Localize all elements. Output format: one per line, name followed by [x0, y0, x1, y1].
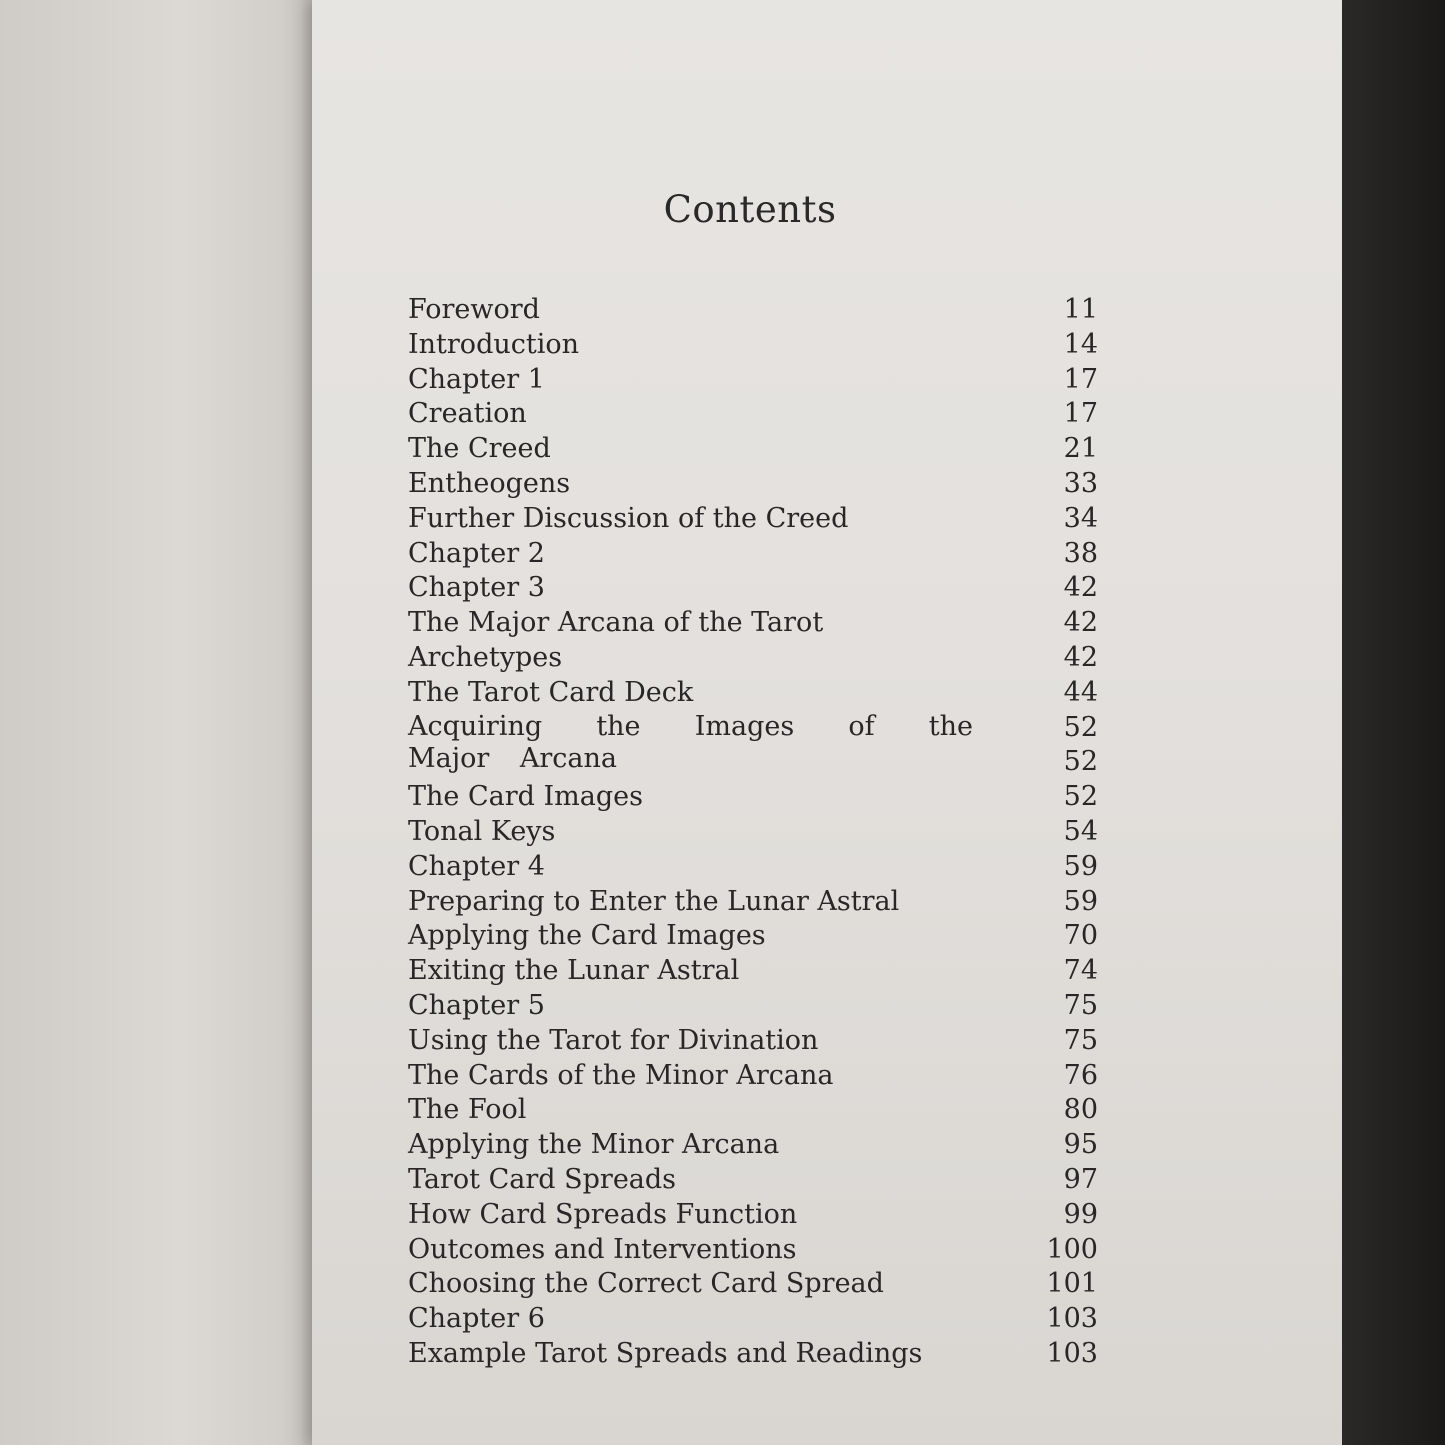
toc-entry [408, 815, 1098, 850]
toc-entry-page: 76 [1063, 1059, 1098, 1091]
toc-entry-title: How Card Spreads Function [408, 1198, 798, 1230]
toc-entry-page: 103 [1046, 1303, 1098, 1335]
toc-entry-page: 52 [1063, 746, 1098, 778]
dark-background [1342, 0, 1445, 1445]
toc-entry-title: Choosing the Correct Card Spread [408, 1268, 884, 1300]
toc-entry [408, 1163, 1098, 1198]
toc-entry-page: 14 [1063, 328, 1098, 360]
toc-entry [408, 954, 1098, 989]
toc-entry-page: 100 [1046, 1233, 1098, 1265]
toc-entry-title: Using the Tarot for Divination [408, 1024, 819, 1056]
toc-entry-title: Foreword [408, 294, 540, 325]
toc-entry [408, 1198, 1098, 1233]
toc-entry [408, 1337, 1098, 1372]
toc-entry-title: Further Discussion of the Creed [408, 502, 849, 534]
toc-entry-title: Chapter 1 [408, 363, 545, 395]
toc-entry-page: 99 [1063, 1198, 1098, 1230]
toc-entry [408, 606, 1098, 641]
toc-entry [408, 745, 1098, 780]
toc-entry [408, 676, 1098, 711]
toc-entry-page: 103 [1046, 1337, 1098, 1369]
toc-entry-page: 97 [1063, 1163, 1098, 1195]
toc-entry [408, 502, 1098, 537]
toc-entry [408, 328, 1098, 363]
toc-entry-page: 75 [1063, 1024, 1098, 1056]
toc-entry-page: 59 [1063, 850, 1098, 882]
toc-entry-page: 42 [1063, 641, 1098, 673]
toc-entry-page: 17 [1063, 398, 1098, 430]
toc-entry-page: 59 [1063, 885, 1098, 917]
toc-entry-title: Chapter 6 [408, 1303, 545, 1335]
toc-entry [408, 989, 1098, 1024]
toc-entry-page: 42 [1063, 572, 1098, 604]
toc-entry-title: Chapter 5 [408, 989, 545, 1021]
toc-entry-title: Preparing to Enter the Lunar Astral [408, 885, 900, 917]
toc-entry-page: 74 [1063, 955, 1098, 987]
toc-entry-title: Outcomes and Interventions [408, 1233, 797, 1265]
toc-entry [408, 293, 1098, 328]
toc-entry [408, 850, 1098, 885]
toc-entry [408, 432, 1098, 467]
toc-entry-page: 42 [1063, 607, 1098, 639]
toc-entry-page: 11 [1063, 294, 1098, 325]
toc-entry-title: Chapter 3 [408, 572, 545, 604]
toc-entry-title: Archetypes [408, 641, 563, 673]
toc-entry-page: 38 [1063, 537, 1098, 569]
toc-entry [408, 919, 1098, 954]
toc-entry-page: 33 [1063, 467, 1098, 499]
toc-entry-page: 95 [1063, 1129, 1098, 1161]
toc-entry [408, 1024, 1098, 1059]
toc-entry-title: The Tarot Card Deck [408, 676, 694, 708]
toc-entry-page: 54 [1063, 815, 1098, 847]
toc-entry [408, 1093, 1098, 1128]
toc-entry-title: Chapter 2 [408, 537, 545, 569]
toc-entry-title: Introduction [408, 328, 579, 360]
toc-entry-page: 44 [1063, 676, 1098, 708]
toc-entry [408, 397, 1098, 432]
toc-entry-title: Example Tarot Spreads and Readings [408, 1337, 923, 1369]
toc-entry-page: 34 [1063, 502, 1098, 534]
table-of-contents [408, 293, 1098, 1372]
toc-entry-title: Creation [408, 398, 527, 430]
toc-entry [408, 1128, 1098, 1163]
toc-entry [408, 363, 1098, 398]
toc-entry-title: The Cards of the Minor Arcana [408, 1059, 834, 1091]
toc-entry-page: 80 [1063, 1094, 1098, 1126]
toc-entry-title: Applying the Card Images [408, 920, 766, 952]
toc-entry-title: The Creed [408, 433, 551, 465]
toc-entry-page: 101 [1046, 1268, 1098, 1300]
toc-entry [408, 1267, 1098, 1302]
toc-entry [408, 571, 1098, 606]
toc-entry-title: Entheogens [408, 467, 571, 499]
toc-entry-title: Applying the Minor Arcana [408, 1129, 780, 1161]
toc-entry-page: 52 [1063, 711, 1098, 743]
toc-entry [408, 641, 1098, 676]
toc-entry-title: Tonal Keys [408, 815, 556, 847]
toc-entry [408, 1059, 1098, 1094]
page-title: Contents [663, 188, 837, 231]
toc-entry [408, 885, 1098, 920]
toc-entry-title: The Major Arcana of the Tarot [408, 607, 824, 639]
toc-entry [408, 537, 1098, 572]
toc-entry-page: 17 [1063, 363, 1098, 395]
toc-entry-page: 70 [1063, 920, 1098, 952]
toc-entry-page: 75 [1063, 989, 1098, 1021]
toc-entry-title: The Card Images [408, 781, 643, 813]
toc-entry-title: Exiting the Lunar Astral [408, 955, 740, 987]
toc-entry [408, 1302, 1098, 1337]
toc-entry-title: The Fool [408, 1094, 527, 1126]
toc-entry-title: Acquiring the Images of the Major Arcana [408, 710, 973, 774]
toc-entry [408, 1233, 1098, 1268]
toc-entry [408, 467, 1098, 502]
toc-entry-title: Tarot Card Spreads [408, 1163, 677, 1195]
toc-entry [408, 780, 1098, 815]
toc-entry-page: 52 [1063, 781, 1098, 813]
toc-entry-page: 21 [1063, 433, 1098, 465]
toc-entry-title: Chapter 4 [408, 850, 545, 882]
toc-entry [408, 710, 1098, 774]
